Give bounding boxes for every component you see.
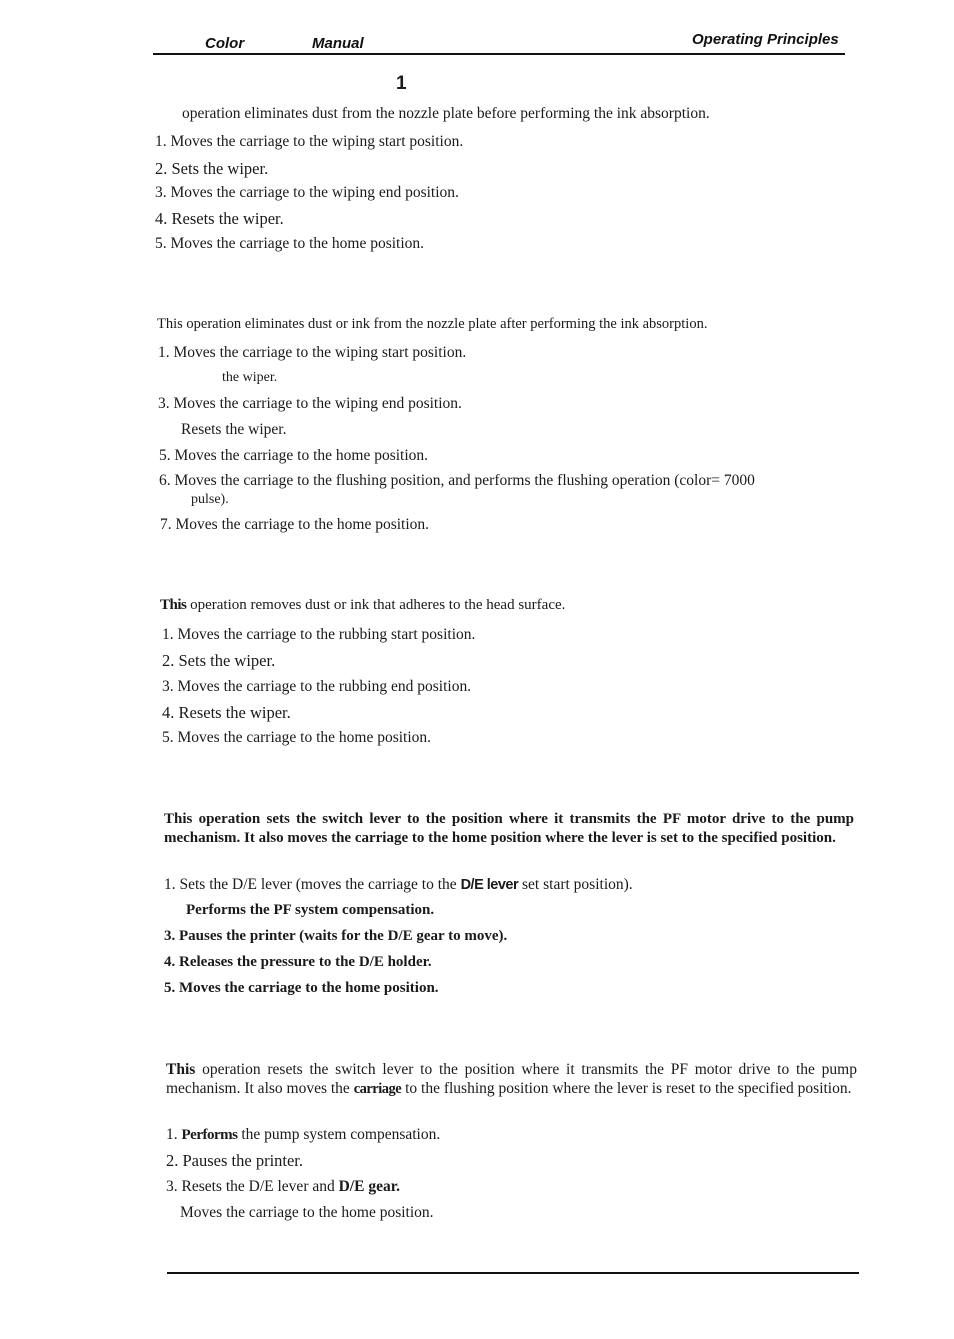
s5-step: Moves the carriage to the home position. [180, 1204, 434, 1221]
s5-step: 2. Pauses the printer. [166, 1151, 304, 1170]
s2-intro: This operation eliminates dust or ink from the nozzle plate after performing the ink absorption. [157, 316, 708, 332]
s5-intro-lead: This [166, 1061, 196, 1078]
s1-step: 1. Moves the carriage to the wiping start position. [155, 133, 464, 150]
s1-step: 5. Moves the carriage to the home position. [155, 235, 425, 252]
s5-intro [166, 1060, 857, 1099]
s5-step1-emph: Performs [181, 1127, 238, 1143]
s5-intro-text: operation resets the switch lever to the position where it transmits the PF motor drive to the pump mechanism. It also moves the [166, 1061, 857, 1097]
s2-step: 1. Moves the carriage to the wiping start position. [158, 344, 467, 361]
s5-step3-emph: D/E gear. [338, 1178, 401, 1195]
s2-step: 3. Moves the carriage to the wiping end position. [158, 395, 462, 412]
s4-step: 3. Pauses the printer (waits for the D/E gear to move). [164, 928, 508, 944]
s1-step: 4. Resets the wiper. [155, 209, 284, 228]
s1-step: 2. Sets the wiper. [155, 159, 269, 178]
s4-step1-text: 1. Sets the D/E lever (moves the carriage to the [164, 876, 461, 893]
s4-step: Performs the PF system compensation. [186, 902, 435, 918]
s3-intro [160, 597, 565, 614]
s2-step: 7. Moves the carriage to the home position. [160, 516, 430, 533]
s1-step: 3. Moves the carriage to the wiping end position. [155, 184, 459, 201]
header-rule [153, 53, 845, 55]
s5-step [166, 1178, 400, 1196]
s2-step: Resets the wiper. [181, 421, 287, 438]
header-section-title: Operating Principles [692, 31, 839, 48]
header-manual: Manual [312, 35, 364, 52]
s1-intro: operation eliminates dust from the nozzle plate before performing the ink absorption. [182, 105, 710, 122]
s2-step-cont: pulse). [191, 492, 229, 507]
s5-step1-num: 1. [166, 1126, 182, 1143]
s4-step1-tail: set start position). [518, 876, 633, 893]
s2-step: 6. Moves the carriage to the flushing position, and performs the flushing operation (color= 7000 [159, 472, 755, 489]
s3-step: 2. Sets the wiper. [162, 651, 276, 670]
s5-intro-emph: carriage [353, 1081, 402, 1097]
s4-step: 4. Releases the pressure to the D/E holder. [164, 954, 432, 970]
header-product: Color [205, 35, 245, 52]
s4-intro: This operation sets the switch lever to the position where it transmits the PF motor drive to the pump mechanism. It also moves the carriage to the home position where the lever is set to the specified position. [164, 811, 854, 846]
s5-step3-text: 3. Resets the D/E lever and [166, 1178, 339, 1195]
section-number: 1 [396, 73, 407, 94]
s4-step1-emph: D/E lever [460, 877, 519, 893]
footer-rule [167, 1272, 859, 1274]
s3-intro-lead: This [160, 597, 187, 613]
s3-intro-text: operation removes dust or ink that adheres to the head surface. [186, 597, 566, 613]
s3-step: 1. Moves the carriage to the rubbing start position. [162, 626, 476, 643]
s3-step: 4. Resets the wiper. [162, 703, 291, 722]
s2-step: 5. Moves the carriage to the home position. [159, 447, 429, 464]
s4-step: 5. Moves the carriage to the home position. [164, 980, 439, 996]
s5-step1-tail: the pump system compensation. [237, 1126, 441, 1143]
s4-step [164, 876, 633, 894]
s5-intro-tail: to the flushing position where the lever is reset to the specified position. [401, 1080, 852, 1097]
s3-step: 5. Moves the carriage to the home position. [162, 729, 432, 746]
s3-step: 3. Moves the carriage to the rubbing end position. [162, 678, 472, 695]
s5-step [166, 1126, 440, 1144]
s2-step: the wiper. [222, 370, 278, 385]
